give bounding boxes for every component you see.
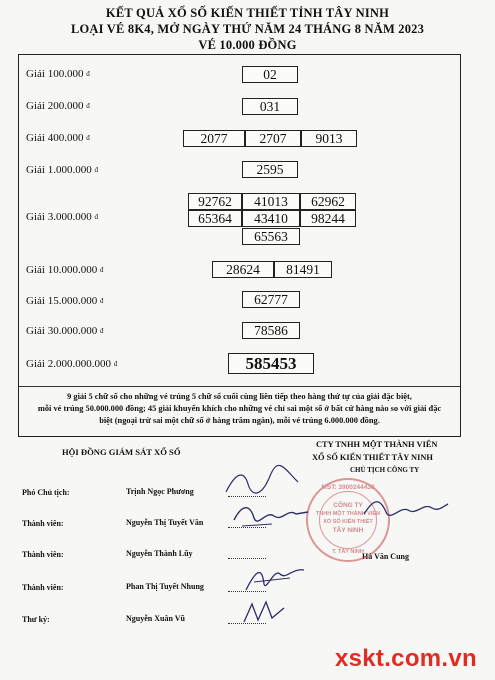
member-role: Thành viên: <box>22 550 64 559</box>
number-cell: 65563 <box>242 228 300 245</box>
number-cell: 2077 <box>183 130 245 147</box>
member-name: Trịnh Ngọc Phương <box>126 487 194 496</box>
signature-chairman-icon <box>360 492 450 528</box>
header-ticket-type: LOẠI VÉ 8K4, MỞ NGÀY THỨ NĂM 24 THÁNG 8 NĂM 2023 <box>70 22 425 36</box>
member-name: Nguyễn Thị Tuyết Vân <box>126 518 204 527</box>
company-chairman-title: CHỦ TỊCH CÔNG TY <box>350 466 420 474</box>
consolation-notes: 9 giải 5 chữ số cho những vé trúng 5 chữ số cuối cùng liên tiếp theo hàng thứ tự của giải đặc biệt, mỗi vé trúng 50.000.000 đồng; 45 giải khuyến khích cho những vé chỉ sai một số ở bất cứ hàng nào so với giải đặc biệt (ngoại trừ sai một chữ số ở hàng trăm ngàn), mỗi vé trúng 6.000.000 đồng. <box>37 392 442 425</box>
signature-2-icon <box>232 500 312 532</box>
special-prize-cell: 585453 <box>228 353 314 374</box>
prize-label-15m: Giải 15.000.000 đ <box>26 295 104 307</box>
prize-label-special: Giải 2.000.000.000 đ <box>26 358 118 370</box>
member-name: Phan Thị Tuyết Nhung <box>126 582 204 591</box>
prize-label-3m: Giải 3.000.000 đ <box>26 211 98 223</box>
company-name-2: XỔ SỐ KIẾN THIẾT TÂY NINH <box>312 453 433 462</box>
member-role: Thành viên: <box>22 519 64 528</box>
number-cell: 62962 <box>300 193 356 210</box>
member-name: Nguyễn Thành Lũy <box>126 549 193 558</box>
number-cell: 62777 <box>242 291 300 308</box>
stamp-text: CÔNG TY <box>333 502 363 509</box>
chairman-name: Hà Văn Cung <box>362 552 409 561</box>
member-role: Thành viên: <box>22 583 64 592</box>
number-cell: 43410 <box>242 210 300 227</box>
stamp-text: TÂY NINH <box>332 527 364 534</box>
stamp-text: XỔ SỐ KIẾN THIẾT <box>323 519 373 525</box>
stamp-text: TNHH MỘT THÀNH VIÊN <box>315 511 381 517</box>
prize-label-30m: Giải 30.000.000 đ <box>26 325 104 337</box>
member-name: Nguyễn Xuân Vũ <box>126 614 185 623</box>
prize-label-400k: Giải 400.000 đ <box>26 132 90 144</box>
prize-label-1m: Giải 1.000.000 đ <box>26 164 98 176</box>
council-title: HỘI ĐỒNG GIÁM SÁT XỔ SỐ <box>62 447 181 457</box>
number-cell: 02 <box>242 66 298 83</box>
divider <box>18 386 461 387</box>
company-name-1: CTY TNHH MỘT THÀNH VIÊN <box>316 440 438 449</box>
number-cell: 2595 <box>242 161 298 178</box>
signature-1-icon <box>222 462 302 502</box>
number-cell: 98244 <box>300 210 356 227</box>
header-ticket-price: VÉ 10.000 ĐỒNG <box>198 38 297 52</box>
header-title: KẾT QUẢ XỔ SỐ KIẾN THIẾT TỈNH TÂY NINH <box>105 6 390 20</box>
member-role: Thư ký: <box>22 615 50 624</box>
prize-label-100k: Giải 100.000 đ <box>26 68 90 80</box>
number-cell: 65364 <box>188 210 242 227</box>
site-brand: xskt.com.vn <box>334 645 477 672</box>
signature-3-icon <box>240 562 310 596</box>
number-cell: 28624 <box>212 261 274 278</box>
signature-line <box>228 558 266 559</box>
number-cell: 031 <box>242 98 298 115</box>
number-cell: 41013 <box>242 193 300 210</box>
number-cell: 92762 <box>188 193 242 210</box>
number-cell: 81491 <box>274 261 332 278</box>
prize-label-200k: Giải 200.000 đ <box>26 100 90 112</box>
prize-label-10m: Giải 10.000.000 đ <box>26 264 104 276</box>
number-cell: 78586 <box>242 322 300 339</box>
member-role: Phó Chủ tịch: <box>22 488 70 497</box>
signature-4-icon <box>238 596 298 628</box>
stamp-text: T. TÂY NINH <box>332 549 364 555</box>
number-cell: 9013 <box>301 130 357 147</box>
number-cell: 2707 <box>245 130 301 147</box>
stamp-tax-code: MST: 3900244438 <box>321 484 375 491</box>
